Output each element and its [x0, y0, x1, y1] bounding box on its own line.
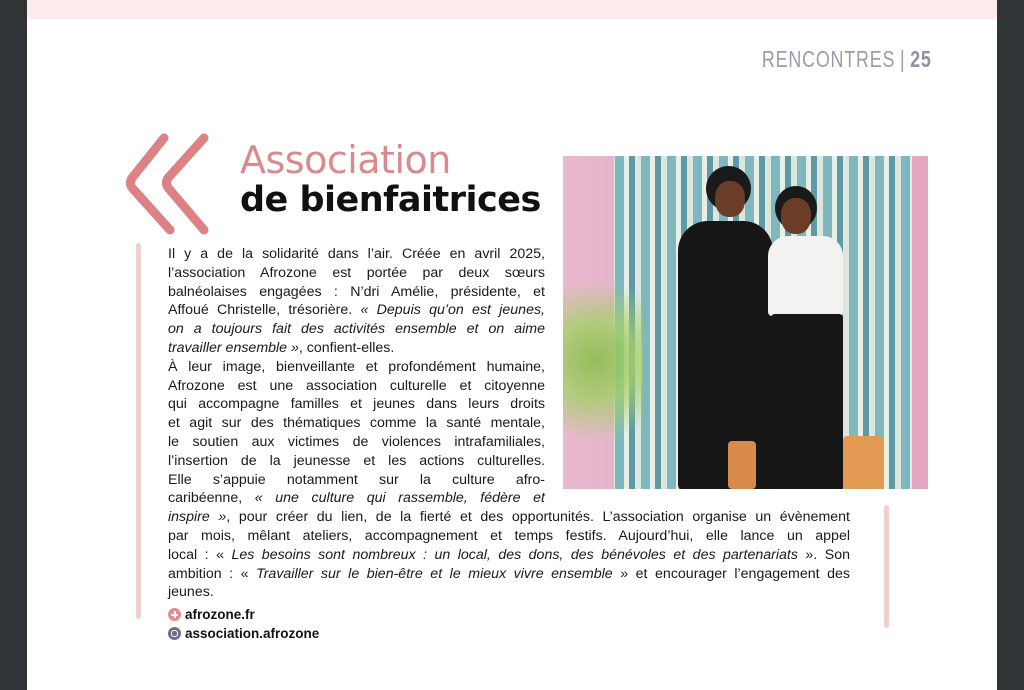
text-line [168, 527, 850, 546]
text-segment: Affoué Christelle, trésorière. [168, 302, 361, 319]
text-line [168, 264, 545, 283]
left-accent-bar [136, 243, 141, 619]
website-link[interactable] [168, 607, 255, 622]
text-segment: qui accompagne familles et jeunes dans leurs droits [168, 396, 545, 413]
text-line [168, 433, 545, 452]
text-line [168, 508, 850, 527]
web-icon [168, 608, 181, 621]
instagram-link[interactable] [168, 626, 319, 641]
running-header [762, 46, 932, 73]
quote-text: « une culture qui rassemble, fédère et [254, 490, 545, 507]
quote-text: inspire » [168, 509, 227, 526]
chevron-quote-icon [124, 130, 214, 240]
header-separator: | [900, 46, 906, 72]
text-line [168, 320, 545, 339]
text-line [168, 395, 545, 414]
text-segment: l’insertion de la jeunesse et les actions culturelles. [168, 452, 545, 469]
website-text: afrozone.fr [185, 607, 255, 622]
text-line [168, 565, 850, 584]
text-segment: par mois, mêlant ateliers, accompagnement et temps festifs. Aujourd’hui, elle lance un appel [168, 527, 850, 544]
title-line-2: de bienfaitrices [240, 180, 541, 220]
text-line [168, 339, 545, 358]
text-segment: balnéolaises engagées : N’dri Amélie, présidente, et [168, 283, 545, 300]
text-line [168, 546, 850, 565]
text-segment: Afrozone est une association culturelle et citoyenne [168, 377, 545, 394]
text-line [168, 583, 850, 602]
text-segment: caribéenne, [168, 490, 255, 507]
text-line [168, 358, 545, 377]
text-segment: À leur image, bienveillante et profondément humaine, [168, 358, 545, 375]
quote-text: « Depuis qu’on est jeunes, [360, 302, 545, 319]
page-number: 25 [910, 46, 932, 72]
top-band [27, 0, 997, 19]
text-segment: l’association Afrozone est portée par deux sœurs [168, 264, 545, 281]
text-segment: , pour créer du lien, de la fierté et des opportunités. L’association organise un évènement [226, 509, 850, 526]
text-line [168, 452, 545, 471]
quote-text: Les besoins sont nombreux : un local, des dons, des bénévoles et des partenariats [231, 546, 798, 563]
text-segment: ». Son [797, 546, 850, 563]
text-line [168, 471, 545, 490]
text-segment: Elle s’appuie notamment sur la culture afro- [168, 471, 545, 488]
text-segment: local : « [168, 546, 232, 563]
instagram-icon [168, 627, 181, 640]
text-line [168, 283, 545, 302]
article-photo [563, 156, 928, 489]
text-segment: ambition : « [168, 565, 257, 582]
magazine-page [27, 0, 997, 690]
text-line [168, 414, 545, 433]
text-segment: jeunes. [168, 584, 214, 601]
quote-text: Travailler sur le bien-être et le mieux vivre ensemble [256, 565, 613, 582]
text-segment: et agit sur des thématiques comme la santé mentale, [168, 415, 545, 432]
right-accent-bar [884, 505, 889, 628]
text-line [168, 489, 545, 508]
text-line [168, 245, 545, 264]
text-segment: le soutien aux victimes de violences intrafamiliales, [168, 433, 545, 450]
quote-text: travailler ensemble » [168, 339, 299, 356]
text-line [168, 301, 545, 320]
title-line-1: Association [240, 138, 451, 182]
text-line [168, 377, 545, 396]
text-segment: Il y a de la solidarité dans l’air. Créée en avril 2025, [168, 246, 545, 262]
text-segment: » et encourager l’engagement des [612, 565, 850, 582]
text-segment: , confient-elles. [298, 339, 395, 356]
quote-text: on a toujours fait des activités ensemble et on aime [168, 321, 545, 338]
instagram-text: association.afrozone [185, 626, 320, 641]
section-name: RENCONTRES [762, 46, 896, 72]
